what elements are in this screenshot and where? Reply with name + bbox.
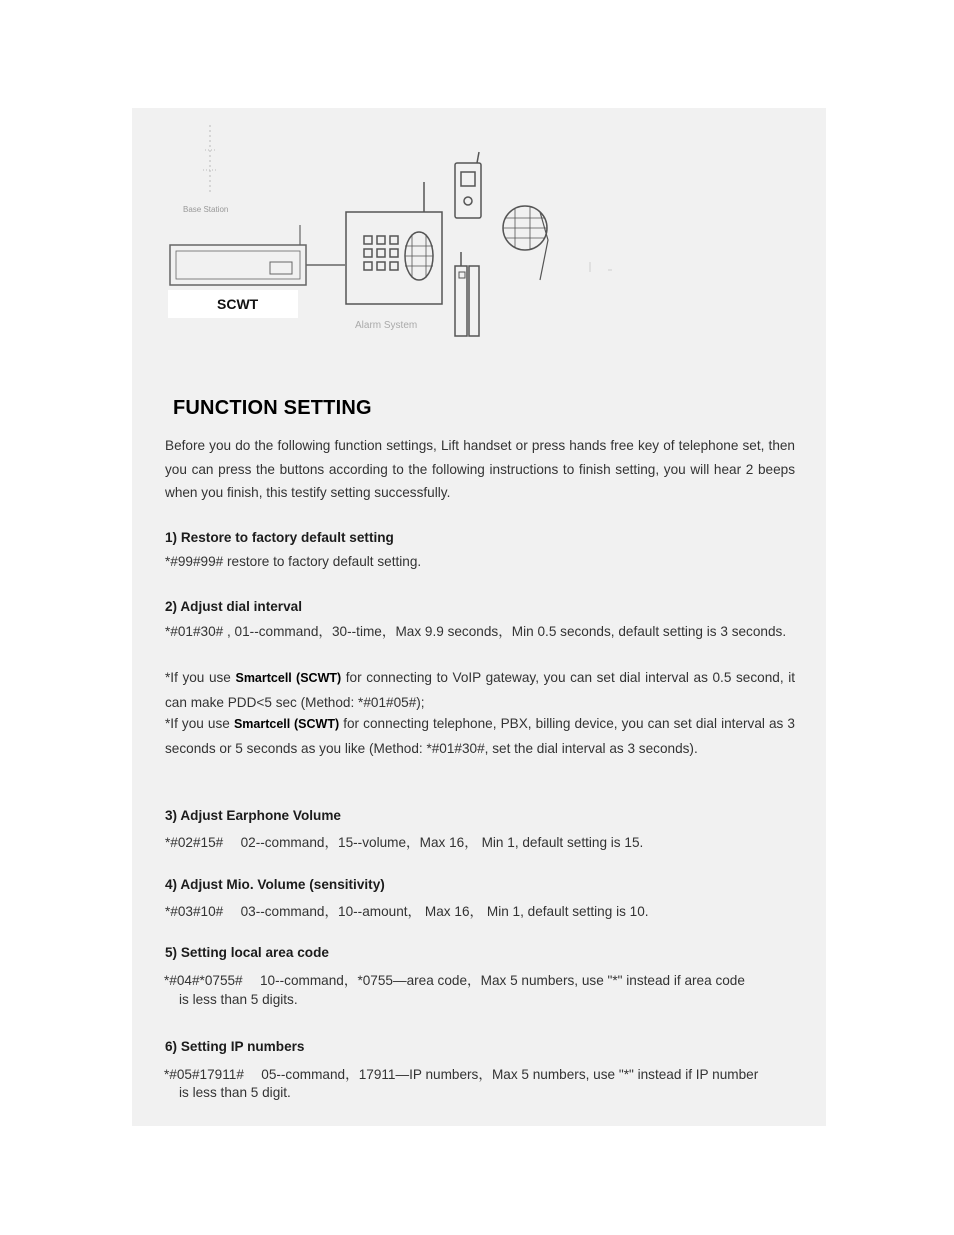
note-2-prefix: *If you use <box>165 716 234 731</box>
base-station-icon <box>203 125 217 195</box>
scwt-unit-icon <box>170 225 345 285</box>
section-2-line: *#01#30# , 01--command，30--time，Max 9.9 seconds，Min 0.5 seconds, default setting is 3 seconds. <box>165 624 787 639</box>
section-5-line-1: *#04#*0755# 10--command，*0755—area code，Max 5 numbers, use "*" instead if area code <box>164 973 745 988</box>
alarm-panel-icon <box>346 182 442 304</box>
section-2-note-2 <box>165 712 795 760</box>
section-3-line: *#02#15# 02--command，15--volume，Max 16， Min 1, default setting is 15. <box>165 835 644 850</box>
note-1-suffix: for connecting to VoIP gateway, you can set dial interval as 0.5 second, it can make PDD<5 sec (Method: *#01#05#); <box>165 670 795 710</box>
page-heading: FUNCTION SETTING <box>173 397 372 419</box>
diagram-drawing <box>0 0 954 380</box>
base-station-label: Base Station <box>183 205 229 214</box>
scwt-label: SCWT <box>217 296 259 312</box>
section-6-title: 6) Setting IP numbers <box>165 1039 305 1054</box>
section-4-title: 4) Adjust Mio. Volume (sensitivity) <box>165 877 385 892</box>
section-3-title: 3) Adjust Earphone Volume <box>165 808 341 823</box>
system-diagram <box>0 0 954 380</box>
remote-control-icon <box>455 152 481 218</box>
brand-name: Smartcell (SCWT) <box>233 717 340 731</box>
section-6-line-1: *#05#17911# 05--command，17911—IP numbers，Max 5 numbers, use "*" instead if IP number <box>164 1067 759 1082</box>
section-4-line: *#03#10# 03--command，10--amount， Max 16， Min 1, default setting is 10. <box>165 904 649 919</box>
section-1-title: 1) Restore to factory default setting <box>165 530 394 545</box>
section-1-line: *#99#99# restore to factory default setting. <box>165 554 422 569</box>
alarm-system-label: Alarm System <box>355 320 418 331</box>
section-2-title: 2) Adjust dial interval <box>165 599 302 614</box>
note-2-suffix: for connecting telephone, PBX, billing device, you can set dial interval as 3 seconds or 5 seconds as you like (Method: *#01#30#, set the dial interval as 3 seconds). <box>165 716 795 756</box>
siren-icon <box>503 206 548 280</box>
door-sensor-icon <box>455 252 479 336</box>
section-2-note-1 <box>165 666 795 714</box>
section-6-line-2: is less than 5 digit. <box>179 1085 291 1100</box>
section-5-title: 5) Setting local area code <box>165 945 329 960</box>
note-1-prefix: *If you use <box>165 670 236 685</box>
brand-name: Smartcell (SCWT) <box>235 671 342 685</box>
section-5-line-2: is less than 5 digits. <box>179 992 298 1007</box>
intro-paragraph: Before you do the following function settings, Lift handset or press hands free key of telephone set, then you can press the buttons according to the following instructions to finish setting, you will hear 2 beeps when you finish, this testify setting successfully. <box>165 438 795 500</box>
